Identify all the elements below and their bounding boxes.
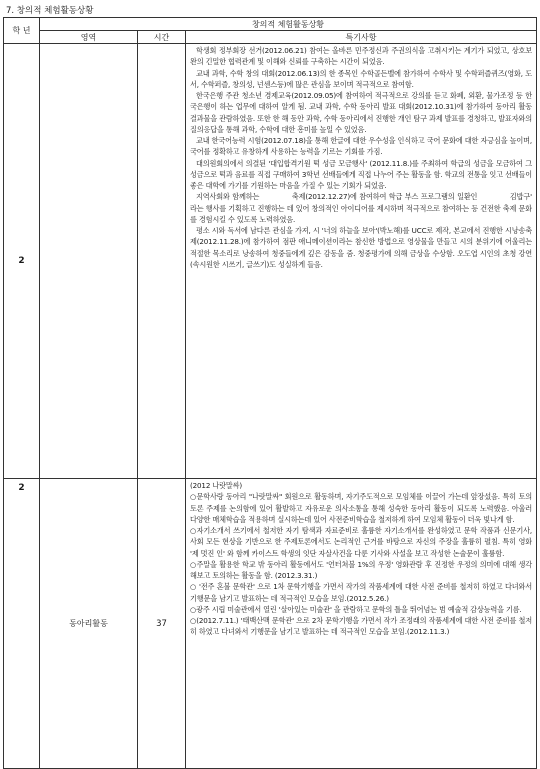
- row1-area: [40, 44, 138, 479]
- row1-paragraph: 대의원회의에서 의결된 '대입합격기원 떡 성금 모금행사' (2012.11.8.)를 주최하여 학급의 성금을 모금하여 그 성금으로 떡과 음료를 직접 구매하여 3학년 선배들에게 직접 나누어 주는 활동을 함. 학교의 전통을 잇고 선배들이 좋은 대학에 가기를 기원하는 마음을 가질 수 있는 기회가 되었음.: [190, 158, 532, 190]
- row2-area: 동아리활동: [40, 479, 138, 769]
- row1-paragraph: 교내 과학, 수학 창의 대회(2012.06.13)의 한 종목인 수학골든벨에 참가하여 수학사 및 수학퍼즐퀴즈(영화, 도서, 수학퍼즐, 창의성, 넌센스등)에 많은 관심을 보이며 적극적으로 참여함.: [190, 68, 532, 89]
- row2-paragraph: ○광주 시립 미술관에서 열린 '살아있는 미술관' 을 관람하고 문학의 틀을 뛰어넘는 범 예술적 감상능력을 기름.: [190, 604, 522, 614]
- header-group: 창의적 체험활동상황: [40, 18, 537, 31]
- row1-details: [186, 44, 537, 479]
- row1-paragraph: 학생회 정부회장 선거(2012.06.21) 참여는 올바른 민주정신과 주권의식을 고취시키는 계기가 되었고, 상호보완의 긴밀한 협력관계 및 이해와 신뢰를 구축하는 시간이 되었음.: [190, 46, 532, 67]
- row2-paragraph: ○(2012.7.11.) '태백산맥 문학관' 으로 2차 문학기행을 가면서 작가 조정래의 작품세계에 대한 사전 준비를 철저히 하였고 다녀와서 기행문을 남기고 발표하는 데 적극적인 모습을 보임.(2012.11.3.): [190, 616, 532, 637]
- row2-grade: 2: [4, 479, 40, 769]
- header-details: 특기사항: [186, 31, 537, 44]
- row1-paragraph: 한국은행 주관 청소년 경제교육(2012.09.05)에 참여하여 적극적으로 강의를 듣고 화폐, 외환, 물가조정 등 한국은행이 하는 업무에 대하여 알게 됨. 교내 과학, 수학 동아리 발표 대회(2012.10.31)에 참가하여 동아리 활동 결과물을 관람하였음. 또한 한 해 동안 과학, 수학 동아리에서 진행한 개인 탐구 과제 발표를 경청하고, 발표자와의 질의응답을 통해 과학, 수학에 대한 흥미를 높일 수 있었음.: [190, 91, 532, 134]
- row2-paragraph: ○주말을 활용한 학교 밖 동아리 활동에서도 '언터쳐블 1%의 우정' 영화관람 후 진정한 우정의 의미에 대해 생각해보고 토의하는 활동을 함. (2012.3.31.): [190, 559, 532, 580]
- row1-paragraph: 평소 시와 독서에 남다른 관심을 가져, 시 '너의 하늘을 보아'(박노해)를 UCC로 제작, 본교에서 진행한 시낭송축제(2012.11.28.)에 참가하여 점판 애니메이션이라는 참신한 방법으로 영상물을 만들고 시의 분위기에 어울리는 적절한 목소리로 낭송하여 청중들에게 깊은 감동을 줌. 청중평가에 의해 금상을 수상함. 오도엽 시인의 초청 강연(속시원한 시쓰기, 글쓰기)도 성실하게 들음.: [190, 226, 532, 269]
- row1-hours: [138, 44, 186, 479]
- row1-grade: 2: [4, 44, 40, 479]
- row1-paragraph: 교내 한국어능력 시험(2012.07.18)을 통해 한글에 대한 우수성을 인식하고 국어 문화에 대한 자긍심을 높이며, 국어를 정확하고 유창하게 사용하는 능력을 기르는 기회를 가짐.: [190, 136, 532, 157]
- row2-paragraph: ○ '전주 혼불 문학관' 으로 1차 문학기행을 가면서 작가의 작품세계에 대한 사전 준비를 철저히 하였고 다녀와서 기행문을 남기고 발표하는 데 적극적인 모습을 보임.(2012.5.26.): [190, 582, 532, 603]
- row2-paragraph: ○문학사랑 동아리 "나랏말싸" 회원으로 활동하며, 자기주도적으로 모임체를 이끌어 가는데 앞장섰음. 특히 토의토론 주제를 논의함에 있어 활발하고 자유로운 의사소통을 통해 성숙한 동아리 활동이 되도록 노력했음. 아울러 다양한 매체학습을 적용하며 실시하는데 있어 사전준비학습을 철저하게 하여 모임체 활동이 더욱 빛나게 함.: [190, 492, 532, 524]
- row2-paragraph: ○자기소개서 쓰기에서 철저한 자기 탐색과 자료준비로 훌륭한 자기소개서를 완성하였고 문학 작품과 신문기사, 사회 모든 현상을 기반으로 한 주제토론에서도 논리적인 근거를 바탕으로 자신의 주장을 훌륭히 펼침. 특히 영화 '제 멋진 인' 와 함께 카이스트 학생의 잇단 자살사건을 다룬 기사와 사설을 보고 작성한 논술문이 훌륭함.: [190, 526, 532, 558]
- header-area: 영역: [40, 31, 138, 44]
- row1-paragraph: 지역사회와 함께하는 ㅤㅤㅤㅤ 축제(2012.12.27)에 참여하여 학급 부스 프로그램의 일환인 ㅤㅤㅤㅤ 김밥구' 라는 행사를 기획하고 진행하는 데 있어 창의적인 아이디어를 제시하며 적극적으로 참여하는 등 건전한 축제 문화를 경험시킬 수 있도록 노력하였음.: [190, 192, 532, 224]
- row2-hours: 37: [138, 479, 186, 769]
- row2-paragraph: (2012 나랏말싸): [190, 481, 242, 490]
- header-hours: 시간: [138, 31, 186, 44]
- activity-table: [3, 17, 537, 769]
- header-grade: 학 년: [4, 18, 40, 44]
- row2-details: [186, 479, 537, 769]
- section-title: 7. 창의적 체험활동상황: [6, 6, 94, 16]
